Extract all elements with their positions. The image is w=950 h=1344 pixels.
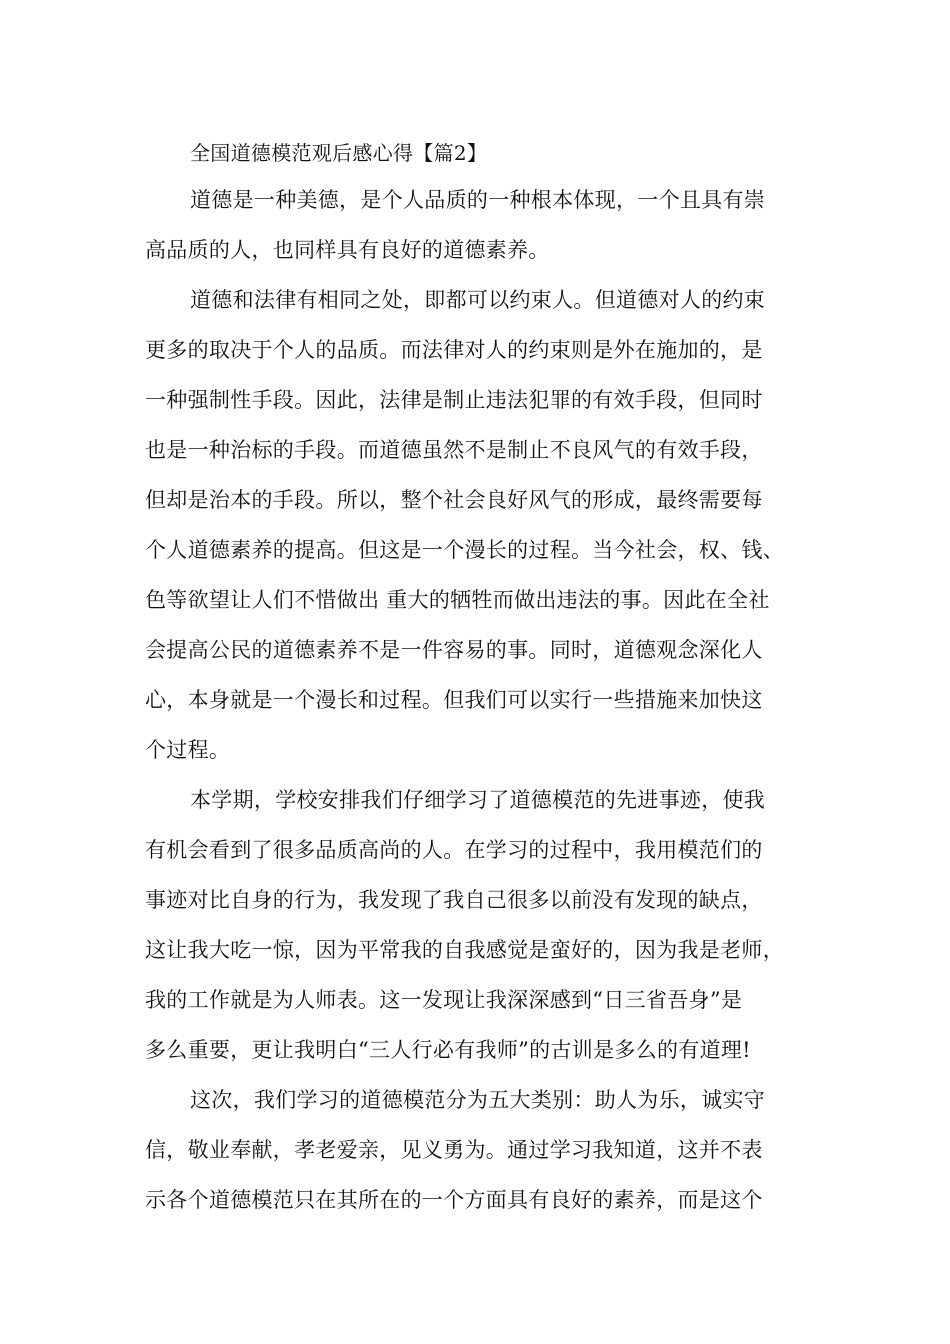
document-title: 全国道德模范观后感心得【篇2】 xyxy=(190,141,488,165)
text-line: 一种强制性手段。因此，法律是制止违法犯罪的有效手段，但同时 xyxy=(145,388,763,412)
text-line: 心，本身就是一个漫长和过程。但我们可以实行一些措施来加快这 xyxy=(145,688,763,712)
text-line: 示各个道德模范只在其所在的一个方面具有良好的素养，而是这个 xyxy=(145,1188,763,1212)
text-line: 更多的取决于个人的品质。而法律对人的约束则是外在施加的，是 xyxy=(145,338,763,362)
text-line: 多么重要，更让我明白“三人行必有我师”的古训是多么的有道理! xyxy=(145,1038,751,1062)
text-line: 这让我大吃一惊，因为平常我的自我感觉是蛮好的，因为我是老师， xyxy=(145,938,784,962)
text-line: 色等欲望让人们不惜做出 重大的牺牲而做出违法的事。因此在全社 xyxy=(145,588,770,612)
text-line: 个过程。 xyxy=(145,738,231,762)
text-line: 个人道德素养的提高。但这是一个漫长的过程。当今社会，权、钱、 xyxy=(145,538,784,562)
text-line: 本学期，学校安排我们仔细学习了道德模范的先进事迹，使我 xyxy=(190,788,766,812)
text-line: 道德是一种美德，是个人品质的一种根本体现，一个且具有崇 xyxy=(190,188,766,212)
text-line: 会提高公民的道德素养不是一件容易的事。同时，道德观念深化人 xyxy=(145,638,763,662)
text-line: 高品质的人，也同样具有良好的道德素养。 xyxy=(145,238,550,262)
text-line: 道德和法律有相同之处，即都可以约束人。但道德对人的约束 xyxy=(190,288,766,312)
text-line: 有机会看到了很多品质高尚的人。在学习的过程中，我用模范们的 xyxy=(145,838,763,862)
text-line: 这次，我们学习的道德模范分为五大类别：助人为乐，诚实守 xyxy=(190,1088,766,1112)
text-line: 信，敬业奉献，孝老爱亲，见义勇为。通过学习我知道，这并不表 xyxy=(145,1138,763,1162)
text-line: 但却是治本的手段。所以，整个社会良好风气的形成，最终需要每 xyxy=(145,488,763,512)
text-line: 也是一种治标的手段。而道德虽然不是制止不良风气的有效手段， xyxy=(145,438,763,462)
text-line: 事迹对比自身的行为，我发现了我自己很多以前没有发现的缺点， xyxy=(145,888,763,912)
text-line: 我的工作就是为人师表。这一发现让我深深感到“日三省吾身”是 xyxy=(145,988,743,1012)
